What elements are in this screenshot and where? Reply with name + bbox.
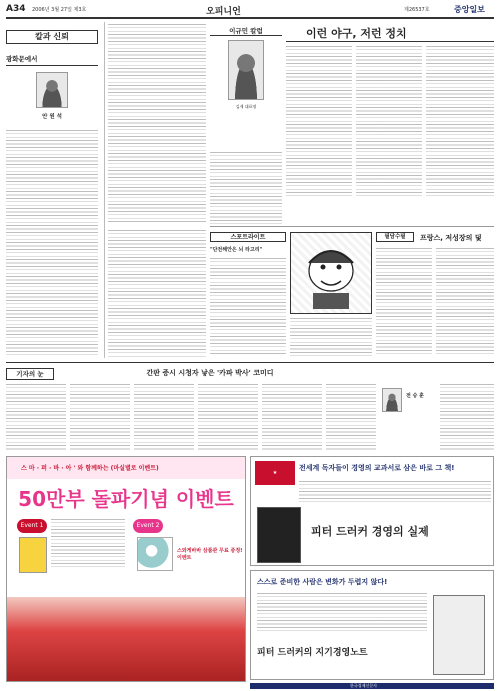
essay-title: 프랑스, 저성장의 덫 — [420, 234, 482, 242]
cartoon-illustration-icon — [291, 233, 371, 313]
header-rule — [6, 17, 494, 19]
editorial-kicker: 이규민 칼럼 — [210, 26, 282, 36]
reporter-body-6 — [326, 384, 376, 450]
footer-bar — [250, 683, 494, 689]
column-body — [6, 130, 98, 358]
essay-author-name: 전 승 훈 — [406, 393, 424, 399]
food-photo-banner — [7, 597, 245, 681]
essay-author-photo — [382, 388, 402, 412]
event2-badge: Event 2 — [133, 519, 163, 533]
bestseller-badge: ★ — [255, 461, 295, 485]
continued-text-lower — [108, 230, 206, 358]
section-rule — [210, 226, 494, 227]
reporter-body-1 — [6, 384, 66, 450]
ad-right-top-headline: 전세계 독자들이 경영의 교과서로 삼은 바로 그 책! — [299, 464, 455, 472]
footer-note: 한국경제신문사 — [350, 683, 378, 688]
reporter-body-4 — [198, 384, 258, 450]
left-column — [6, 22, 102, 360]
editorial-cartoon — [290, 232, 372, 314]
issue-number: 제26537호 — [404, 7, 430, 13]
ad-left-headline: 50만부 돌파기념 이벤트 — [18, 487, 234, 511]
essay-body-1 — [376, 248, 432, 356]
essay-box — [376, 232, 494, 358]
editorial-title: 이런 야구, 저런 정치 — [306, 27, 407, 40]
continued-text — [108, 24, 206, 224]
spotlight-label: 스포트라이트 — [210, 232, 286, 242]
author-name: 안 원 석 — [42, 114, 62, 120]
book-cover-practice — [257, 507, 301, 563]
lower-section-rule — [6, 362, 494, 363]
author-photo — [36, 72, 68, 108]
reporter-body-3 — [134, 384, 194, 450]
editorial-body-2 — [356, 46, 422, 196]
ad-right-bottom-book: 피터 드러커의 지기경영노트 — [257, 648, 368, 658]
product-photo — [137, 537, 173, 571]
reporter-body-5 — [262, 384, 322, 450]
ad-right-top-book: 피터 드러커 경영의 실제 — [311, 525, 429, 538]
event1-badge: Event 1 — [17, 519, 47, 533]
spotlight-title: "단전해안은 뇌 타고리" — [210, 247, 263, 253]
editorial-body-0 — [210, 152, 282, 224]
event1-details — [51, 519, 125, 567]
masthead — [6, 4, 494, 16]
ad-right-bottom-headline: 스스로 준비한 사람은 변화가 두렵지 않다! — [257, 578, 388, 586]
column-title: 칼과 신뢰 — [6, 30, 98, 44]
ad-right-bottom-desc — [257, 593, 427, 633]
editorial-title-bar — [286, 22, 494, 42]
ad-right-bottom[interactable] — [250, 570, 494, 680]
cartoon-caption-text — [290, 318, 372, 358]
section-title: 오피니언 — [206, 7, 241, 17]
ad-right-top-desc — [299, 481, 491, 503]
spotlight-box — [210, 232, 286, 358]
editorial-body-1 — [286, 46, 352, 196]
event2-text: 스와게바바 삼품관 무료 증정!이벤트 — [177, 548, 243, 561]
reporter-eye-label: 기자의 눈 — [6, 368, 54, 380]
editorial-body-3 — [426, 46, 494, 196]
editorial-author-photo — [228, 40, 264, 100]
issue-date: 2006년 3월 27일 제3호 — [32, 7, 87, 13]
essay-label: 필담수필 — [376, 232, 414, 242]
ad-left[interactable] — [6, 456, 246, 682]
reporter-body-7 — [440, 384, 494, 450]
reporter-body-2 — [70, 384, 130, 450]
editorial-header — [210, 22, 282, 148]
writer-label: 광화문에서 — [6, 54, 98, 66]
editorial-author: 김재 대표명 — [235, 104, 257, 109]
ad-right-top[interactable] — [250, 456, 494, 566]
essay-body-2 — [436, 248, 494, 356]
divider — [104, 22, 105, 358]
brand-logo: 중앙일보 — [454, 5, 485, 14]
reporter-eye-title: 간판 증시 시청자 낳은 '카파 박사' 코미디 — [146, 369, 274, 377]
page-number: A34 — [6, 4, 26, 14]
ad-left-brand-bar — [7, 457, 245, 479]
spotlight-body — [210, 258, 286, 356]
book-cover-image — [19, 537, 47, 573]
ad-left-brand: 스 마 · 퍼 · 바 · 아 ' 와 함께하는 (마실별로 이벤트) — [21, 465, 159, 472]
book-cover-self-management — [433, 595, 485, 675]
